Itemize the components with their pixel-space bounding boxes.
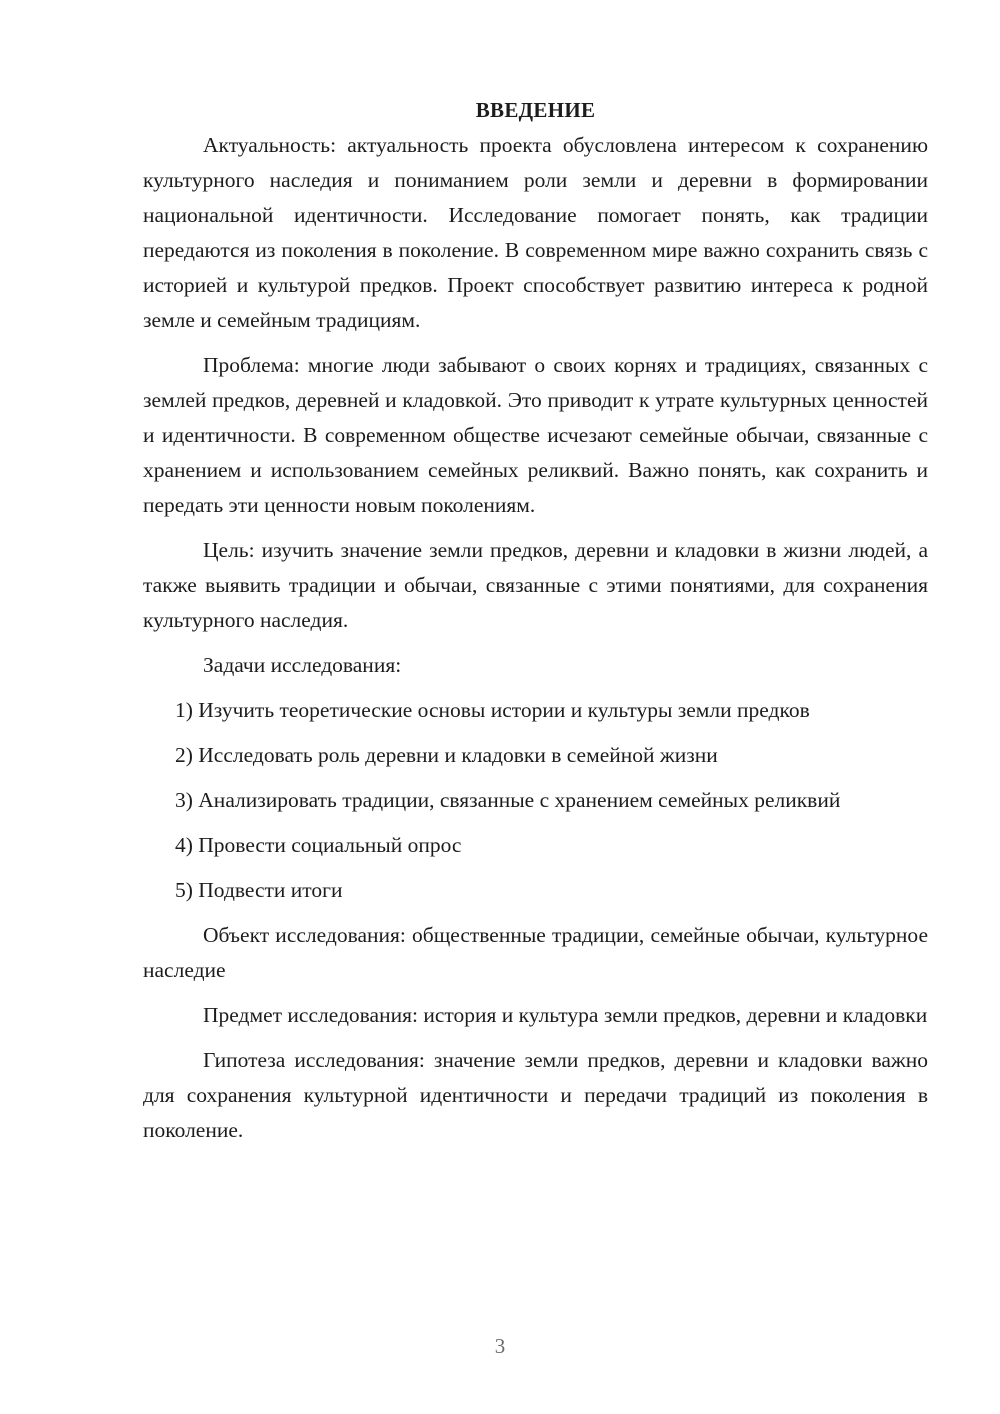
- paragraph-goal: Цель: изучить значение земли предков, деревни и кладовки в жизни людей, а также выявить традиции и обычаи, связанные с этими понятиями, для сохранения культурного наследия.: [143, 538, 928, 632]
- tasks-list: [143, 693, 928, 908]
- section-title: ВВЕДЕНИЕ: [475, 98, 596, 122]
- task-item: 3) Анализировать традиции, связанные с хранением семейных реликвий: [175, 788, 841, 812]
- paragraph-hypothesis: Гипотеза исследования: значение земли предков, деревни и кладовки важно для сохранения культурной идентичности и передачи традиций из поколения в поколение.: [143, 1048, 928, 1142]
- task-item: 5) Подвести итоги: [175, 878, 343, 902]
- document-page: [143, 92, 928, 1158]
- paragraph-object: Объект исследования: общественные традиции, семейные обычаи, культурное наследие: [143, 923, 928, 982]
- task-item: 2) Исследовать роль деревни и кладовки в семейной жизни: [175, 743, 718, 767]
- paragraph-subject: Предмет исследования: история и культура земли предков, деревни и кладовки: [203, 1003, 928, 1027]
- task-item: 4) Провести социальный опрос: [175, 833, 462, 857]
- task-item: 1) Изучить теоретические основы истории и культуры земли предков: [175, 698, 810, 722]
- paragraph-relevance: Актуальность: актуальность проекта обусловлена интересом к сохранению культурного наследия и пониманием роли земли и деревни в формировании национальной идентичности. Исследование помогает понять, как традиции передаются из поколения в поколение. В современном мире важно сохранить связь с историей и культурой предков. Проект способствует развитию интереса к родной земле и семейным традициям.: [143, 133, 928, 332]
- tasks-heading: Задачи исследования:: [203, 653, 402, 677]
- paragraph-problem: Проблема: многие люди забывают о своих корнях и традициях, связанных с землей предков, деревней и кладовкой. Это приводит к утрате культурных ценностей и идентичности. В современном обществе исчезают семейные обычаи, связанные с хранением и использованием семейных реликвий. Важно понять, как сохранить и передать эти ценности новым поколениям.: [143, 353, 928, 517]
- page-number: 3: [494, 1334, 506, 1358]
